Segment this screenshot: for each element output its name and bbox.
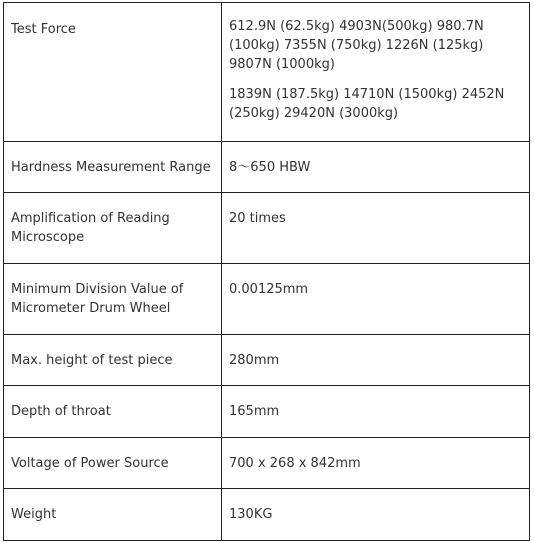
spec-value-text: 280mm (229, 353, 280, 368)
spec-label-text: Test Force (11, 22, 76, 37)
spec-value (222, 335, 530, 386)
spec-label (4, 335, 222, 386)
table-row (4, 335, 530, 386)
spec-label (4, 386, 222, 438)
spec-value-text: 612.9N (62.5kg) 4903N(500kg) 980.7N (100kg) 7355N (750kg) 1226N (125kg) 9807N (1000kg) (229, 19, 484, 72)
table-row (4, 3, 530, 142)
spec-value (222, 264, 530, 335)
spec-value (222, 489, 530, 541)
spec-label-text: Hardness Measurement Range (11, 160, 211, 175)
table-row (4, 142, 530, 193)
spec-value (222, 386, 530, 438)
spec-value (222, 193, 530, 264)
spec-value (222, 142, 530, 193)
spec-value (222, 3, 530, 142)
specification-table (3, 2, 530, 541)
spec-value-text: 20 times (229, 211, 286, 226)
spec-label (4, 3, 222, 142)
table-row (4, 489, 530, 541)
spec-label-text: Voltage of Power Source (11, 456, 169, 471)
spec-value-text: 700 x 268 x 842mm (229, 456, 361, 471)
spec-label (4, 489, 222, 541)
spec-value-text: 130KG (229, 507, 273, 522)
spec-label-text: Depth of throat (11, 404, 111, 419)
spec-label-text: Minimum Division Value of Micrometer Drum Wheel (11, 282, 184, 316)
spec-label-text: Amplification of Reading Microscope (11, 211, 170, 245)
spec-label-text: Max. height of test piece (11, 353, 173, 368)
spec-value-text: 0.00125mm (229, 282, 309, 297)
spec-value (222, 438, 530, 489)
spec-label (4, 193, 222, 264)
spec-value-text: 165mm (229, 404, 280, 419)
table-row (4, 386, 530, 438)
spec-label (4, 264, 222, 335)
table-row (4, 193, 530, 264)
spec-label-text: Weight (11, 507, 57, 522)
spec-value-text: 1839N (187.5kg) 14710N (1500kg) 2452N (250kg) 29420N (3000kg) (229, 87, 505, 121)
spec-label (4, 438, 222, 489)
table-row (4, 264, 530, 335)
spec-value-text: 8～650 HBW (229, 160, 311, 175)
table-row (4, 438, 530, 489)
spec-label (4, 142, 222, 193)
